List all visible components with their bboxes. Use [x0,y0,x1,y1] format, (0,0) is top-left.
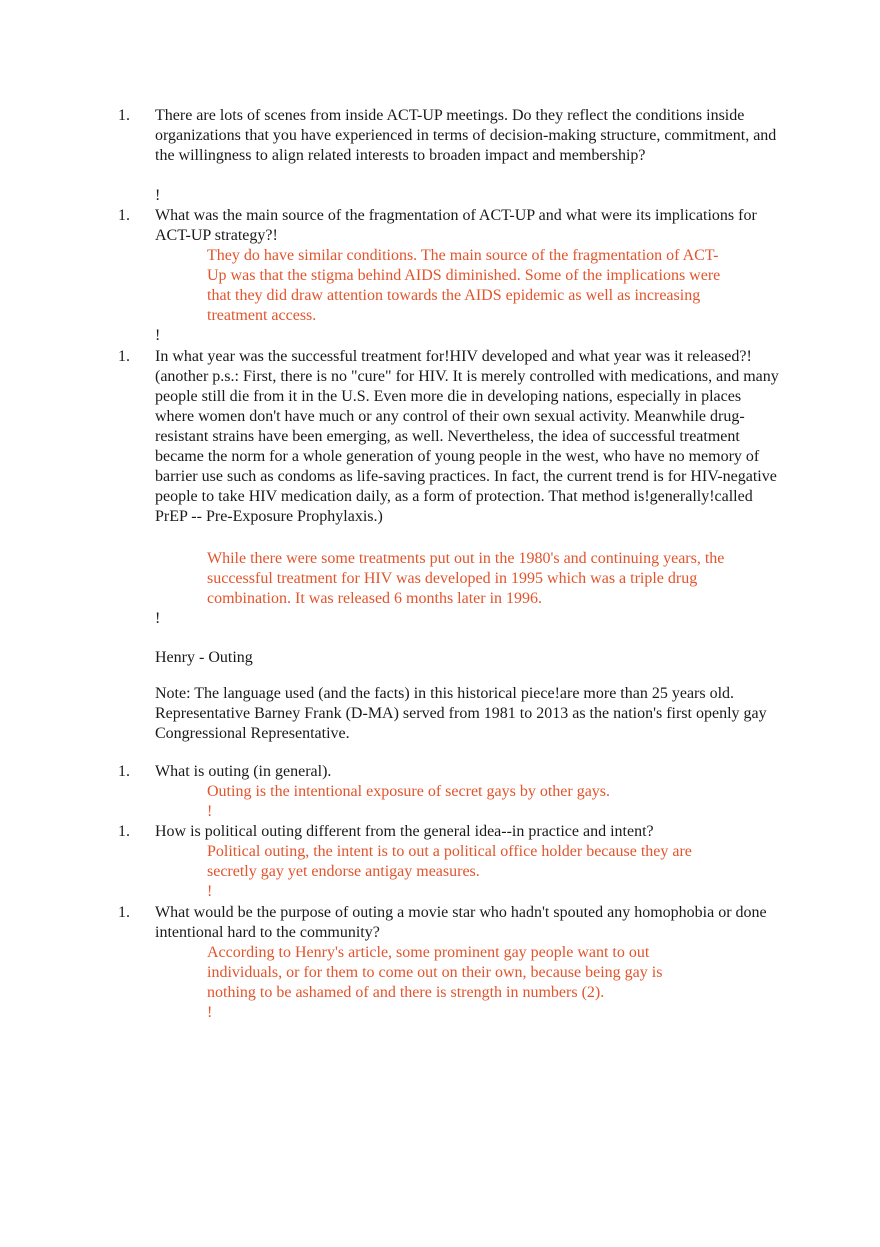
separator-mark: ! [207,1004,213,1021]
question-text: What was the main source of the fragmentation of ACT-UP and what were its implications for ACT-UP strategy?! [155,207,757,244]
answer-fragmentation: They do have similar conditions. The main source of the fragmentation of ACT-Up was that the stigma behind AIDS diminished. Some of the implications were that they did draw attention towards the AIDS epidemic as well as increasing treatment access. [207,247,721,324]
question-text: What is outing (in general). [155,763,332,780]
question-political-outing [118,822,778,842]
answer-political-outing: Political outing, the intent is to out a political office holder because they are secretly gay yet endorse antigay measures. [207,843,692,880]
question-hiv-treatment [118,347,780,527]
list-number: 1. [118,348,130,365]
list-number: 1. [118,763,130,780]
list-number: 1. [118,904,130,921]
separator-mark: ! [207,883,213,900]
question-text: What would be the purpose of outing a movie star who hadn't spouted any homophobia or done intentional hard to the community? [155,904,767,941]
list-number: 1. [118,207,130,224]
question-text: In what year was the successful treatment for!HIV developed and what year was it released?!(another p.s.: First, there is no "cure" for HIV. It is merely controlled with medications, and many people still die from it in the U.S. Even more die in developing nations, especially in places where women don't have much or any control of their own sexual activity. Meanwhile drug-resistant strains have been emerging, as well. Nevertheless, the idea of successful treatment became the norm for a whole generation of young people in the west, who have no memory of barrier use such as condoms as life-saving practices. In fact, the current trend is for HIV-negative people to take HIV medication daily, as a form of protection. That method is!generally!called PrEP -- Pre-Exposure Prophylaxis.) [155,348,779,525]
question-act-up-meetings [118,106,778,166]
separator-mark: ! [207,803,213,820]
answer-hiv-treatment: While there were some treatments put out in the 1980's and continuing years, the successful treatment for HIV was developed in 1995 which was a triple drug combination. It was released 6 months later in 1996. [207,550,725,607]
question-outing-movie-star [118,903,768,943]
separator-mark: ! [155,187,161,204]
answer-outing-movie-star: According to Henry's article, some prominent gay people want to out individuals, or for them to come out on their own, because being gay is nothing to be ashamed of and there is strength in numbers (2). [207,944,663,1001]
list-number: 1. [118,823,130,840]
question-outing-general [118,762,778,782]
section-heading: Henry - Outing [155,649,253,666]
question-text: How is political outing different from the general idea--in practice and intent? [155,823,654,840]
historical-note: Note: The language used (and the facts) in this historical piece!are more than 25 years old. Representative Barney Frank (D-MA) served from 1981 to 2013 as the nation's first openly gay Congressional Representative. [155,685,767,742]
separator-mark: ! [155,327,161,344]
answer-outing-general: Outing is the intentional exposure of secret gays by other gays. [207,783,611,800]
list-number: 1. [118,107,130,124]
question-text: There are lots of scenes from inside ACT-UP meetings. Do they reflect the conditions inside organizations that you have experienced in terms of decision-making structure, commitment, and the willingness to align related interests to broaden impact and membership? [155,107,777,164]
separator-mark: ! [155,610,161,627]
question-fragmentation [118,206,778,246]
